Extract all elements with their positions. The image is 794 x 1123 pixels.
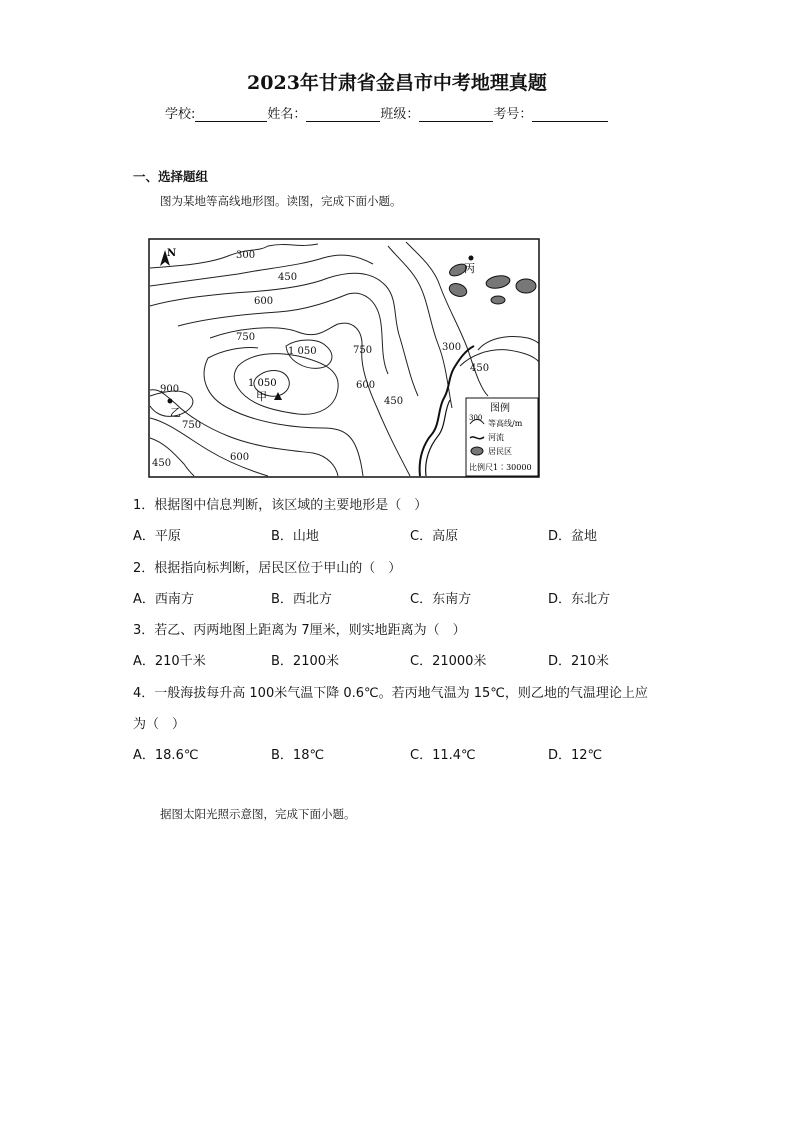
place-yi-label: 乙 xyxy=(170,406,181,419)
question-1-option-d[interactable]: D．盆地 xyxy=(548,529,598,544)
contour-map-svg xyxy=(148,238,540,478)
exam-number-label: 考号： xyxy=(493,107,533,122)
contour-map xyxy=(148,238,540,478)
settlement-3 xyxy=(516,279,536,293)
place-bing-dot xyxy=(469,256,474,261)
exam-number-blank[interactable] xyxy=(532,107,608,122)
label-450-top: 450 xyxy=(278,272,298,283)
question-4-option-c[interactable]: C．11.4℃ xyxy=(410,748,476,763)
question-1-option-c[interactable]: C．高原 xyxy=(410,529,459,544)
label-900-west: 900 xyxy=(160,384,180,395)
page-title: 2023年甘肃省金昌市中考地理真题 xyxy=(247,72,547,94)
legend-contour-sample: 300 xyxy=(469,414,483,422)
label-750-top: 750 xyxy=(236,332,256,343)
place-jia-label: 甲 xyxy=(256,390,267,403)
label-750-east: 750 xyxy=(353,345,373,356)
section-heading: 一、选择题组 xyxy=(133,169,209,184)
question-1-option-a[interactable]: A．平原 xyxy=(133,529,181,544)
name-label: 姓名： xyxy=(267,107,307,122)
label-300-top: 300 xyxy=(236,250,256,261)
question-2-stem: 2．根据指向标判断，居民区位于甲山的（ ） xyxy=(133,561,402,576)
label-600-south: 600 xyxy=(230,452,250,463)
student-info-row xyxy=(165,103,608,122)
question-2-option-a[interactable]: A．西南方 xyxy=(133,592,194,607)
label-450-east: 450 xyxy=(384,396,404,407)
label-450-river: 450 xyxy=(470,363,490,374)
question-2-option-c[interactable]: C．东南方 xyxy=(410,592,472,607)
place-bing-label: 丙 xyxy=(464,262,475,275)
legend-settlement-label: 居民区 xyxy=(488,447,512,456)
group2-intro: 据图太阳光照示意图，完成下面小题。 xyxy=(160,807,356,821)
label-450-southwest: 450 xyxy=(152,458,172,469)
settlement-5 xyxy=(491,296,505,304)
question-3-option-c[interactable]: C．21000米 xyxy=(410,654,487,669)
question-4-option-d[interactable]: D．12℃ xyxy=(548,748,603,763)
name-blank[interactable] xyxy=(306,107,380,122)
north-label: N xyxy=(167,248,177,259)
label-600-east: 600 xyxy=(356,380,376,391)
label-1050-north: 1 050 xyxy=(288,346,317,357)
legend-scale-label: 比例尺1∶30000 xyxy=(469,463,532,472)
question-4-stem-line1: 4．一般海拔每升高 100米气温下降 0.6℃。若丙地气温为 15℃，则乙地的气温理论上应 xyxy=(133,686,648,701)
question-1-option-b[interactable]: B．山地 xyxy=(271,529,319,544)
label-600-top: 600 xyxy=(254,296,274,307)
class-label: 班级： xyxy=(380,107,420,122)
map-legend xyxy=(466,398,538,476)
question-1-stem: 1．根据图中信息判断，该区域的主要地形是（ ） xyxy=(133,498,428,513)
school-blank[interactable] xyxy=(195,107,267,122)
legend-river-label: 河流 xyxy=(488,433,504,442)
label-300-east: 300 xyxy=(442,342,462,353)
question-3-option-a[interactable]: A．210千米 xyxy=(133,654,206,669)
question-2-option-d[interactable]: D．东北方 xyxy=(548,592,611,607)
peak-label: 1 050 xyxy=(248,378,277,389)
question-3-stem: 3．若乙、丙两地图上距离为 7厘米，则实地距离为（ ） xyxy=(133,623,466,638)
legend-contour-label: 等高线/m xyxy=(488,419,523,428)
question-4-option-b[interactable]: B．18℃ xyxy=(271,748,325,763)
legend-title: 图例 xyxy=(490,403,510,414)
question-4-stem-line2: 为（ ） xyxy=(133,717,186,732)
class-blank[interactable] xyxy=(419,107,493,122)
question-3-option-b[interactable]: B．2100米 xyxy=(271,654,340,669)
question-2-option-b[interactable]: B．西北方 xyxy=(271,592,332,607)
label-750-southwest: 750 xyxy=(182,420,202,431)
group1-intro: 图为某地等高线地形图。读图，完成下面小题。 xyxy=(160,194,402,208)
question-4-option-a[interactable]: A．18.6℃ xyxy=(133,748,199,763)
place-yi-dot xyxy=(168,399,173,404)
school-label: 学校: xyxy=(165,107,196,122)
legend-settlement-icon xyxy=(471,447,483,455)
question-3-option-d[interactable]: D．210米 xyxy=(548,654,609,669)
